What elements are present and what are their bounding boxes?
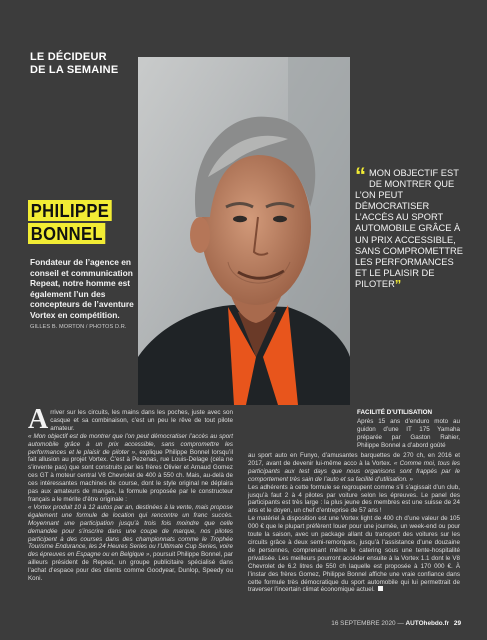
person-first-name: PHILIPPE: [28, 200, 112, 221]
quote-open-mark: “: [355, 163, 366, 188]
footer-date: 16 SEPTEMBRE 2020 —: [331, 620, 404, 627]
page-number: 29: [453, 620, 461, 627]
article-paragraph-5: au sport auto en Funyo, d’amusantes barquettes de 270 ch, en 2016 et 2017, avant de devenir lui-même acco à la Vortex.: [248, 452, 460, 467]
portrait-photo: [138, 57, 350, 405]
article-quote-2: « Vortex produit 10 à 12 autos par an, destinées à la vente, mais propose également une formule de location qui rencontre un franc succès. Moyennant une participation jusqu’à trois fois moindre que celle demandée pour s’inscrire dans une coupe de marque, nos pilotes participent à des courses dans des championnats comme le Trophée Tourisme Endurance, les 24 Heures Series ou l’Ultimate Cup Series, voire des épreuves en Espagne ou en Belgique »: [28, 503, 233, 559]
article-paragraph-2: , explique Philippe Bonnel lorsqu’il fait allusion au projet Vortex. C’est à Pezenas, rue Louis-Delage (cela ne s’invente pas) que sont construits par les frères Olivier et Arnaud Gomez ces GT à moteur central V8 Chevrolet de 400 à 550 ch. Mais, au-delà de ces intéressantes machines de course, dont le style original ne déplaira pas aux amateurs de mangas, la formule proposée par le constructeur français a le mérite d’être originale :: [28, 448, 233, 503]
article-paragraph-4: Après 15 ans d’enduro moto au guidon d’une IT 175 Yamaha préparée par Gaston Rahier, Philippe Bonnel a d’abord goûté: [357, 418, 460, 449]
article-paragraph-3: , poursuit Philippe Bonnel, par ailleurs président de Repeat, un groupe publicitaire spécialisé dans l’achat d’espace pour des clients comme Goodyear, Dunlop, Speedy ou Koni.: [28, 551, 233, 583]
article-quote-1: « Mon objectif est de montrer que l’on peut démocratiser l’accès au sport automobile grâce à un prix accessible, sans compromettre les performances et le plaisir de piloter »: [28, 432, 233, 456]
article-column-2: [248, 452, 460, 594]
quote-close-mark: ”: [394, 276, 402, 292]
article-column-1: [28, 404, 233, 583]
article-quote-3: « Comme moi, tous les participants aux test days que nous organisons sont frappés par le comportement très sain de l’auto et sa facilité d’utilisation. »: [248, 459, 460, 483]
article-intro: rriver sur les circuits, les mains dans les poches, juste avec son casque et sa combinaison, c’est un peu le rêve de tout pilote amateur.: [50, 409, 233, 432]
photo-credit: GILLES B. MORTON / PHOTOS D.R.: [30, 324, 127, 330]
section-label-line-1: LE DÉCIDEUR: [30, 51, 107, 63]
article-paragraph-6: Les adhérents à cette formule se regroupent comme s’il s’agissait d’un club, jusqu’à faut 2 à 4 pilotes par voiture selon les épreuves. Le panel des participants est très large : la plus jeune des membres est une suisse de 24 ans et le doyen, un chef d’entreprise de 57 ans !: [248, 483, 460, 515]
person-bio: Fondateur de l’agence en conseil et communication Repeat, notre homme est également l’un des concepteurs de l’aventure Vortex en compétition.: [30, 257, 134, 320]
section-label: [30, 51, 118, 77]
article-column-3: [357, 409, 460, 450]
article-paragraph-7: Le matériel à disposition est une Vortex light de 400 ch d’une valeur de 105 000 € que le plupart préfèrent louer pour une journée, un week-end ou pour toute la saison, avec un package allant du transport des voitures sur les circuits grâce à deux semi-remorques, jusqu’à l’assistance d’une douzaine de personnes, comprenant même le catering sous une tente-hospitalité privatisée. Les meilleurs pourront accéder ensuite à la Vortex 1.1 dont le V8 Chevrolet de 6.2 litres de 550 ch laquelle est proposée à 170 000 €. À l’instar des frères Gomez, Philippe Bonnel affiche une vraie confiance dans cette formule très démocratique du sport automobile qui lui permettrait de traverser l’incertain climat économique actuel.: [248, 515, 460, 594]
page-footer: [331, 620, 461, 628]
section-label-line-2: DE LA SEMAINE: [30, 64, 119, 76]
end-mark-icon: [378, 586, 383, 591]
pull-quote: [355, 163, 465, 292]
drop-cap: A: [28, 404, 49, 435]
article-subhead: FACILITÉ D’UTILISATION: [357, 409, 433, 416]
footer-brand: AUTOhebdo.fr: [405, 620, 450, 627]
portrait-illustration: [138, 57, 350, 405]
person-name: [28, 200, 110, 246]
person-last-name: BONNEL: [28, 223, 106, 244]
pull-quote-text: MON OBJECTIF EST DE MONTRER QUE L’ON PEUT DÉMOCRATISER L’ACCÈS AU SPORT AUTOMOBILE GRÂCE À UN PRIX ACCESSIBLE, SANS COMPROMETTRE LES PERFORMANCES ET LE PLAISIR DE PILOTER: [355, 168, 463, 289]
